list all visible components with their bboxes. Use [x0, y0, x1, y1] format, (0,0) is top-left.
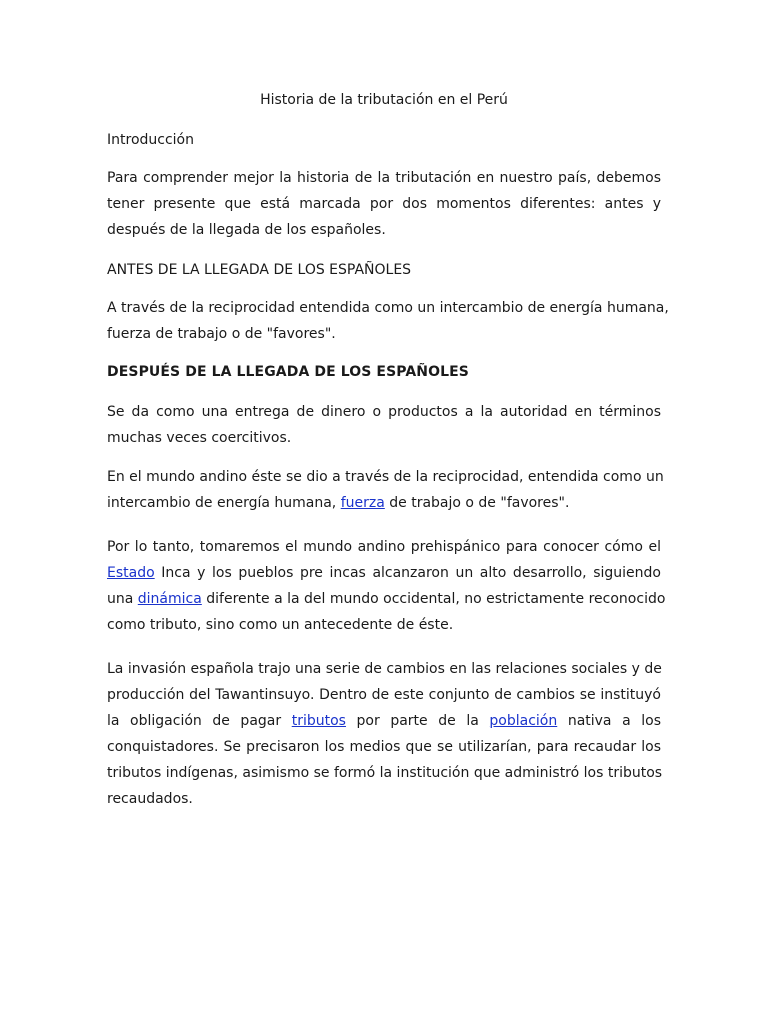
tanto-line-3-pre: una [107, 591, 138, 607]
invasion-line-3-post: nativa a los [557, 713, 662, 729]
tanto-line-1: Por lo tanto, tomaremos el mundo andino prehispánico para conocer cómo el [107, 539, 661, 555]
tributos-link[interactable]: tributos [291, 713, 346, 729]
andino-line-2-pre: intercambio de energía humana, [107, 495, 341, 511]
estado-link[interactable]: Estado [107, 565, 155, 581]
invasion-line-3-mid: por parte de la [345, 713, 490, 729]
invasion-line-6: recaudados. [107, 791, 193, 807]
tanto-line-3-post: diferente a la del mundo occidental, no estrictamente reconocido [201, 591, 666, 607]
invasion-line-5: tributos indígenas, asimismo se formó la institución que administró los tributos [107, 765, 663, 781]
intro-line-3: después de la llegada de los españoles. [107, 222, 386, 238]
intro-heading: Introducción [107, 132, 194, 148]
invasion-line-3-pre: la obligación de pagar [107, 713, 292, 729]
poblacion-link[interactable]: población [489, 713, 558, 729]
after-line-1: Se da como una entrega de dinero o productos a la autoridad en términos [107, 404, 661, 420]
andino-paragraph [107, 464, 664, 516]
tanto-paragraph [107, 534, 666, 638]
tanto-line-2-post: Inca y los pueblos pre incas alcanzaron un alto desarrollo, siguiendo [154, 565, 661, 581]
tanto-line-2 [107, 560, 661, 586]
after-heading: DESPUÉS DE LA LLEGADA DE LOS ESPAÑOLES [107, 364, 469, 380]
andino-line-1: En el mundo andino éste se dio a través de la reciprocidad, entendida como un [107, 469, 664, 485]
before-paragraph [107, 295, 669, 347]
andino-line-2-post: de trabajo o de "favores". [384, 495, 570, 511]
after-line-2: muchas veces coercitivos. [107, 430, 292, 446]
dinamica-link[interactable]: dinámica [137, 591, 202, 607]
document-title: Historia de la tributación en el Perú [260, 92, 508, 108]
fuerza-link[interactable]: fuerza [340, 495, 385, 511]
before-line-2: fuerza de trabajo o de "favores". [107, 326, 336, 342]
invasion-paragraph [107, 656, 661, 812]
andino-line-2 [107, 490, 661, 516]
tanto-line-4: como tributo, sino como un antecedente de éste. [107, 617, 454, 633]
after-paragraph [107, 399, 661, 451]
invasion-line-4: conquistadores. Se precisaron los medios que se utilizarían, para recaudar los [107, 739, 661, 755]
invasion-line-1: La invasión española trajo una serie de cambios en las relaciones sociales y de [107, 661, 662, 677]
intro-paragraph [107, 165, 661, 243]
before-heading: ANTES DE LA LLEGADA DE LOS ESPAÑOLES [107, 262, 412, 278]
invasion-line-2: producción del Tawantinsuyo. Dentro de este conjunto de cambios se instituyó [107, 687, 661, 703]
tanto-line-3 [107, 586, 666, 612]
intro-line-1: Para comprender mejor la historia de la tributación en nuestro país, debemos [107, 170, 661, 186]
before-line-1: A través de la reciprocidad entendida como un intercambio de energía humana, [107, 300, 669, 316]
invasion-line-3 [107, 708, 661, 734]
intro-line-2: tener presente que está marcada por dos momentos diferentes: antes y [107, 196, 661, 212]
